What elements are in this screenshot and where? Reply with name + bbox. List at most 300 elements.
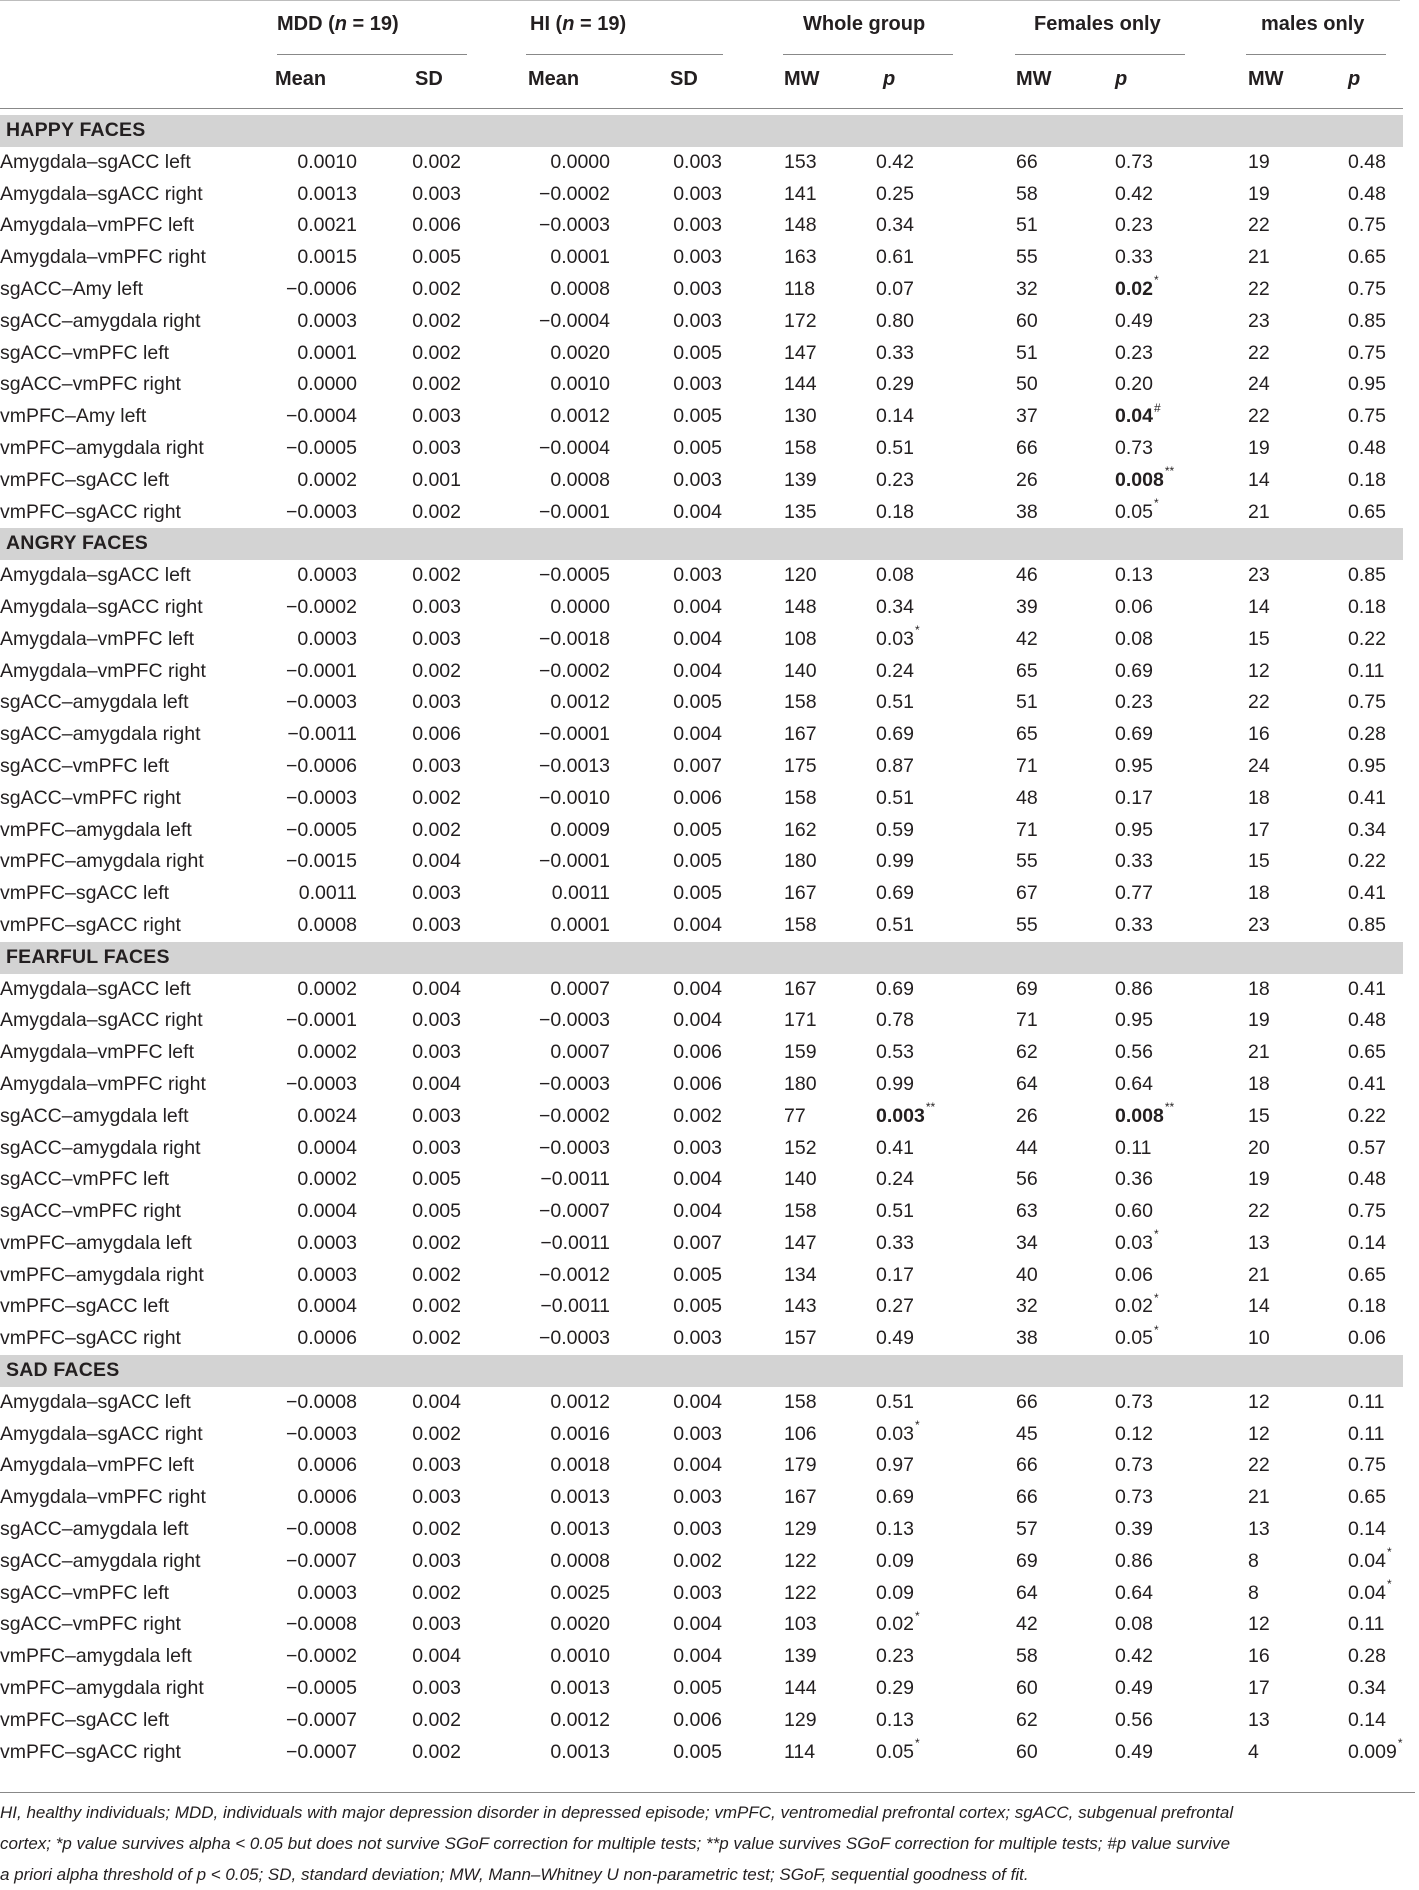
cell-mdd-sd: 0.002 xyxy=(412,564,461,587)
cell-females-mw: 71 xyxy=(1016,1009,1038,1032)
cell-females-p: 0.56 xyxy=(1115,1041,1153,1064)
cell-hi-sd: 0.004 xyxy=(673,1645,722,1668)
row-label: sgACC–vmPFC left xyxy=(0,1168,170,1191)
cell-hi-sd: 0.004 xyxy=(673,1390,722,1413)
table-header xyxy=(0,0,1400,109)
cell-whole-mw: 153 xyxy=(784,150,817,173)
cell-females-p: 0.13 xyxy=(1115,564,1153,587)
cell-hi-mean: 0.0012 xyxy=(550,405,610,428)
section-header xyxy=(0,1355,1403,1387)
cell-mdd-sd: 0.002 xyxy=(412,659,461,682)
cell-males-p: 0.14 xyxy=(1348,1231,1386,1254)
cell-males-p: 0.65 xyxy=(1348,1041,1386,1064)
row-label: Amygdala–sgACC right xyxy=(0,595,203,618)
whole-underline xyxy=(783,54,953,55)
cell-whole-mw: 139 xyxy=(784,1645,817,1668)
table-row xyxy=(0,1546,1400,1578)
section-header xyxy=(0,528,1403,560)
header-rule xyxy=(0,108,1403,109)
row-label: Amygdala–vmPFC left xyxy=(0,627,194,650)
cell-males-mw: 17 xyxy=(1248,1677,1270,1700)
cell-whole-p: 0.23 xyxy=(876,1645,914,1668)
header-whole-group: Whole group xyxy=(803,13,926,35)
cell-hi-sd: 0.003 xyxy=(673,1581,722,1604)
cell-males-p: 0.95 xyxy=(1348,373,1386,396)
cell-mdd-sd: 0.003 xyxy=(412,1136,461,1159)
table-row xyxy=(0,656,1400,688)
cell-hi-mean: 0.0013 xyxy=(550,1486,610,1509)
cell-males-mw: 21 xyxy=(1248,1263,1270,1286)
cell-mdd-mean: −0.0003 xyxy=(285,1422,357,1445)
cell-hi-mean: 0.0012 xyxy=(550,691,610,714)
cell-males-mw: 19 xyxy=(1248,436,1270,459)
table-row xyxy=(0,1133,1400,1165)
cell-hi-sd: 0.003 xyxy=(673,214,722,237)
cell-hi-sd: 0.005 xyxy=(673,1295,722,1318)
cell-hi-sd: 0.003 xyxy=(673,1518,722,1541)
cell-females-mw: 51 xyxy=(1016,691,1038,714)
cell-hi-sd: 0.003 xyxy=(673,150,722,173)
cell-males-p: 0.48 xyxy=(1348,436,1386,459)
cell-whole-p: 0.14 xyxy=(876,405,914,428)
cell-mdd-mean: −0.0008 xyxy=(285,1390,357,1413)
cell-whole-p: 0.003** xyxy=(876,1100,936,1127)
cell-hi-sd: 0.003 xyxy=(673,277,722,300)
cell-females-mw: 62 xyxy=(1016,1708,1038,1731)
cell-hi-mean: 0.0008 xyxy=(550,1549,610,1572)
cell-hi-sd: 0.004 xyxy=(673,977,722,1000)
row-label: Amygdala–vmPFC left xyxy=(0,1041,194,1064)
table-row xyxy=(0,465,1400,497)
cell-males-p: 0.28 xyxy=(1348,723,1386,746)
cell-mdd-mean: 0.0002 xyxy=(297,1041,357,1064)
cell-whole-mw: 148 xyxy=(784,595,817,618)
cell-hi-mean: −0.0003 xyxy=(538,214,610,237)
cell-hi-mean: −0.0005 xyxy=(538,564,610,587)
cell-males-mw: 16 xyxy=(1248,723,1270,746)
cell-males-p: 0.57 xyxy=(1348,1136,1386,1159)
cell-females-p: 0.73 xyxy=(1115,1454,1153,1477)
cell-hi-sd: 0.005 xyxy=(673,1263,722,1286)
cell-whole-mw: 180 xyxy=(784,850,817,873)
cell-hi-sd: 0.002 xyxy=(673,1549,722,1572)
cell-males-p: 0.14 xyxy=(1348,1708,1386,1731)
cell-males-mw: 16 xyxy=(1248,1645,1270,1668)
cell-whole-p: 0.08 xyxy=(876,564,914,587)
cell-whole-p: 0.09 xyxy=(876,1549,914,1572)
table-row xyxy=(0,1164,1400,1196)
header-males-mw: MW xyxy=(1248,68,1284,90)
cell-females-p: 0.23 xyxy=(1115,214,1153,237)
cell-females-p: 0.64 xyxy=(1115,1072,1153,1095)
cell-mdd-sd: 0.003 xyxy=(412,182,461,205)
table-row xyxy=(0,369,1400,401)
table-row xyxy=(0,1005,1400,1037)
table-row xyxy=(0,1450,1400,1482)
cell-males-p: 0.41 xyxy=(1348,977,1386,1000)
cell-whole-p: 0.69 xyxy=(876,977,914,1000)
cell-hi-sd: 0.003 xyxy=(673,468,722,491)
cell-whole-p: 0.34 xyxy=(876,214,914,237)
cell-whole-p: 0.02* xyxy=(876,1608,920,1636)
cell-males-mw: 15 xyxy=(1248,627,1270,650)
cell-males-p: 0.34 xyxy=(1348,1677,1386,1700)
header-hi-sd: SD xyxy=(670,68,698,90)
table-row xyxy=(0,624,1400,656)
cell-hi-mean: −0.0010 xyxy=(538,786,610,809)
cell-males-mw: 14 xyxy=(1248,595,1270,618)
cell-mdd-mean: −0.0002 xyxy=(285,1645,357,1668)
cell-hi-sd: 0.006 xyxy=(673,1708,722,1731)
cell-females-p: 0.20 xyxy=(1115,373,1153,396)
cell-males-p: 0.75 xyxy=(1348,691,1386,714)
cell-males-mw: 14 xyxy=(1248,468,1270,491)
cell-whole-p: 0.29 xyxy=(876,1677,914,1700)
cell-males-p: 0.11 xyxy=(1348,1613,1385,1636)
cell-males-mw: 22 xyxy=(1248,277,1270,300)
cell-males-p: 0.85 xyxy=(1348,309,1386,332)
cell-mdd-mean: 0.0015 xyxy=(297,246,357,269)
header-mdd-mean: Mean xyxy=(275,68,327,90)
table-row xyxy=(0,1514,1400,1546)
cell-hi-sd: 0.005 xyxy=(673,882,722,905)
table-row xyxy=(0,1037,1400,1069)
row-label: vmPFC–sgACC right xyxy=(0,1327,181,1350)
cell-females-mw: 42 xyxy=(1016,1613,1038,1636)
cell-mdd-sd: 0.006 xyxy=(412,723,461,746)
cell-males-mw: 19 xyxy=(1248,150,1270,173)
row-label: sgACC–vmPFC right xyxy=(0,1613,181,1636)
table-row xyxy=(0,687,1400,719)
cell-mdd-mean: −0.0005 xyxy=(285,436,357,459)
cell-females-mw: 26 xyxy=(1016,1104,1038,1127)
cell-whole-p: 0.03* xyxy=(876,1418,920,1445)
cell-mdd-sd: 0.003 xyxy=(412,1549,461,1572)
cell-males-p: 0.41 xyxy=(1348,882,1386,905)
row-label: sgACC–amygdala left xyxy=(0,691,189,714)
cell-whole-p: 0.41 xyxy=(876,1136,914,1159)
cell-whole-mw: 158 xyxy=(784,1390,817,1413)
cell-mdd-sd: 0.002 xyxy=(412,1422,461,1445)
cell-whole-p: 0.78 xyxy=(876,1009,914,1032)
row-label: vmPFC–amygdala left xyxy=(0,1645,192,1668)
cell-whole-p: 0.33 xyxy=(876,341,914,364)
cell-males-mw: 18 xyxy=(1248,1072,1270,1095)
cell-males-p: 0.75 xyxy=(1348,214,1386,237)
cell-whole-p: 0.07 xyxy=(876,277,914,300)
cell-mdd-sd: 0.005 xyxy=(412,1200,461,1223)
row-label: Amygdala–vmPFC left xyxy=(0,1454,194,1477)
header-whole-mw: MW xyxy=(784,68,820,90)
cell-males-mw: 4 xyxy=(1248,1740,1259,1763)
cell-males-mw: 23 xyxy=(1248,913,1270,936)
cell-females-mw: 40 xyxy=(1016,1263,1038,1286)
cell-mdd-sd: 0.004 xyxy=(412,977,461,1000)
cell-females-p: 0.17 xyxy=(1115,786,1153,809)
cell-hi-sd: 0.004 xyxy=(673,500,722,523)
cell-whole-mw: 141 xyxy=(784,182,817,205)
cell-males-p: 0.95 xyxy=(1348,754,1386,777)
cell-males-mw: 22 xyxy=(1248,691,1270,714)
cell-females-p: 0.73 xyxy=(1115,436,1153,459)
row-label: Amygdala–sgACC right xyxy=(0,182,203,205)
row-label: sgACC–amygdala left xyxy=(0,1518,189,1541)
cell-males-p: 0.48 xyxy=(1348,182,1386,205)
cell-females-p: 0.06 xyxy=(1115,1263,1153,1286)
cell-females-mw: 48 xyxy=(1016,786,1038,809)
cell-hi-mean: −0.0011 xyxy=(540,1231,610,1254)
row-label: Amygdala–sgACC left xyxy=(0,977,191,1000)
cell-hi-mean: −0.0003 xyxy=(538,1072,610,1095)
cell-mdd-mean: −0.0001 xyxy=(285,659,357,682)
cell-males-mw: 22 xyxy=(1248,1454,1270,1477)
cell-males-mw: 8 xyxy=(1248,1581,1259,1604)
cell-mdd-sd: 0.002 xyxy=(412,1518,461,1541)
cell-mdd-mean: −0.0015 xyxy=(285,850,357,873)
cell-mdd-sd: 0.001 xyxy=(412,468,461,491)
cell-mdd-mean: −0.0003 xyxy=(285,786,357,809)
section-title: HAPPY FACES xyxy=(6,119,146,141)
cell-females-mw: 66 xyxy=(1016,436,1038,459)
cell-whole-mw: 171 xyxy=(784,1009,817,1032)
cell-mdd-mean: 0.0000 xyxy=(297,373,357,396)
cell-whole-p: 0.27 xyxy=(876,1295,914,1318)
cell-mdd-mean: −0.0011 xyxy=(287,723,357,746)
cell-females-mw: 66 xyxy=(1016,1390,1038,1413)
row-label: Amygdala–vmPFC right xyxy=(0,659,206,682)
hi-underline xyxy=(526,54,723,55)
cell-whole-mw: 143 xyxy=(784,1295,817,1318)
cell-mdd-sd: 0.005 xyxy=(412,246,461,269)
header-mdd: MDD (n = 19) xyxy=(277,13,399,35)
cell-females-p: 0.33 xyxy=(1115,913,1153,936)
cell-hi-mean: 0.0008 xyxy=(550,468,610,491)
cell-hi-sd: 0.004 xyxy=(673,1168,722,1191)
cell-mdd-mean: 0.0011 xyxy=(298,882,357,905)
cell-males-p: 0.85 xyxy=(1348,913,1386,936)
cell-hi-mean: −0.0001 xyxy=(538,723,610,746)
cell-mdd-mean: 0.0004 xyxy=(297,1136,357,1159)
cell-males-mw: 18 xyxy=(1248,786,1270,809)
cell-females-mw: 71 xyxy=(1016,818,1038,841)
header-hi-mean: Mean xyxy=(528,68,580,90)
cell-females-p: 0.05* xyxy=(1115,1322,1159,1350)
cell-hi-sd: 0.006 xyxy=(673,1041,722,1064)
table-row xyxy=(0,401,1400,433)
table-row xyxy=(0,179,1400,211)
cell-hi-mean: 0.0020 xyxy=(550,341,610,364)
cell-whole-mw: 147 xyxy=(784,341,817,364)
cell-hi-sd: 0.003 xyxy=(673,309,722,332)
row-label: sgACC–amygdala right xyxy=(0,1136,201,1159)
cell-males-mw: 14 xyxy=(1248,1295,1270,1318)
header-hi: HI (n = 19) xyxy=(530,13,627,35)
cell-mdd-sd: 0.004 xyxy=(412,1390,461,1413)
cell-mdd-sd: 0.003 xyxy=(412,1486,461,1509)
cell-mdd-sd: 0.002 xyxy=(412,1581,461,1604)
cell-hi-sd: 0.003 xyxy=(673,373,722,396)
cell-whole-mw: 140 xyxy=(784,659,817,682)
table-row xyxy=(0,1323,1400,1355)
cell-hi-mean: 0.0007 xyxy=(550,977,610,1000)
cell-whole-mw: 152 xyxy=(784,1136,817,1159)
cell-females-mw: 58 xyxy=(1016,1645,1038,1668)
cell-males-mw: 22 xyxy=(1248,1200,1270,1223)
cell-mdd-mean: −0.0008 xyxy=(285,1613,357,1636)
cell-females-p: 0.73 xyxy=(1115,1486,1153,1509)
row-label: vmPFC–sgACC right xyxy=(0,913,181,936)
cell-males-mw: 19 xyxy=(1248,1009,1270,1032)
cell-hi-mean: 0.0010 xyxy=(550,1645,610,1668)
cell-males-p: 0.06 xyxy=(1348,1327,1386,1350)
cell-mdd-mean: 0.0003 xyxy=(297,1231,357,1254)
row-label: sgACC–Amy left xyxy=(0,277,144,300)
cell-males-p: 0.65 xyxy=(1348,500,1386,523)
cell-hi-sd: 0.003 xyxy=(673,182,722,205)
cell-mdd-mean: −0.0005 xyxy=(285,818,357,841)
cell-mdd-mean: 0.0004 xyxy=(297,1295,357,1318)
row-label: Amygdala–vmPFC right xyxy=(0,246,206,269)
cell-hi-sd: 0.003 xyxy=(673,246,722,269)
cell-whole-mw: 108 xyxy=(784,627,817,650)
cell-females-p: 0.60 xyxy=(1115,1200,1153,1223)
row-label: vmPFC–amygdala left xyxy=(0,1231,192,1254)
cell-whole-p: 0.99 xyxy=(876,1072,914,1095)
cell-hi-sd: 0.007 xyxy=(673,1231,722,1254)
row-label: vmPFC–amygdala right xyxy=(0,436,204,459)
cell-males-mw: 19 xyxy=(1248,1168,1270,1191)
cell-hi-mean: 0.0001 xyxy=(550,246,610,269)
cell-females-p: 0.42 xyxy=(1115,1645,1153,1668)
cell-whole-p: 0.13 xyxy=(876,1518,914,1541)
cell-mdd-sd: 0.002 xyxy=(412,1231,461,1254)
cell-females-p: 0.42 xyxy=(1115,182,1153,205)
cell-males-mw: 22 xyxy=(1248,405,1270,428)
cell-males-mw: 21 xyxy=(1248,500,1270,523)
cell-hi-mean: −0.0013 xyxy=(538,754,610,777)
cell-whole-p: 0.69 xyxy=(876,723,914,746)
cell-whole-mw: 167 xyxy=(784,1486,817,1509)
cell-females-mw: 66 xyxy=(1016,1486,1038,1509)
cell-mdd-mean: −0.0007 xyxy=(285,1549,357,1572)
row-label: vmPFC–Amy left xyxy=(0,405,147,428)
cell-males-p: 0.75 xyxy=(1348,1200,1386,1223)
table-row xyxy=(0,1641,1400,1673)
cell-males-p: 0.48 xyxy=(1348,1168,1386,1191)
cell-whole-mw: 158 xyxy=(784,436,817,459)
cell-whole-mw: 179 xyxy=(784,1454,817,1477)
table-body xyxy=(0,115,1403,1768)
cell-mdd-sd: 0.002 xyxy=(412,1327,461,1350)
table-row xyxy=(0,719,1400,751)
cell-hi-mean: 0.0001 xyxy=(550,913,610,936)
cell-males-p: 0.85 xyxy=(1348,564,1386,587)
cell-whole-p: 0.51 xyxy=(876,786,914,809)
cell-mdd-mean: −0.0007 xyxy=(285,1740,357,1763)
cell-hi-sd: 0.005 xyxy=(673,436,722,459)
cell-females-p: 0.33 xyxy=(1115,850,1153,873)
cell-males-p: 0.18 xyxy=(1348,468,1386,491)
cell-whole-mw: 148 xyxy=(784,214,817,237)
cell-males-p: 0.04* xyxy=(1348,1545,1392,1572)
row-label: sgACC–vmPFC right xyxy=(0,373,181,396)
cell-females-mw: 64 xyxy=(1016,1581,1038,1604)
table-row xyxy=(0,242,1400,274)
cell-whole-p: 0.99 xyxy=(876,850,914,873)
table-row xyxy=(0,1609,1400,1641)
cell-hi-mean: 0.0008 xyxy=(550,277,610,300)
cell-whole-mw: 122 xyxy=(784,1549,817,1572)
cell-mdd-sd: 0.003 xyxy=(412,405,461,428)
cell-males-p: 0.22 xyxy=(1348,627,1386,650)
row-label: sgACC–vmPFC left xyxy=(0,341,170,364)
cell-mdd-sd: 0.002 xyxy=(412,818,461,841)
row-label: Amygdala–vmPFC left xyxy=(0,214,194,237)
header-whole-p: p xyxy=(883,68,896,90)
row-label: Amygdala–sgACC left xyxy=(0,1390,191,1413)
table-row xyxy=(0,147,1400,179)
cell-males-mw: 12 xyxy=(1248,1613,1270,1636)
cell-females-p: 0.69 xyxy=(1115,723,1153,746)
row-label: vmPFC–amygdala left xyxy=(0,818,192,841)
table-row xyxy=(0,846,1400,878)
cell-mdd-sd: 0.003 xyxy=(412,754,461,777)
cell-females-p: 0.02* xyxy=(1115,1290,1159,1318)
cell-females-p: 0.11 xyxy=(1115,1136,1152,1159)
cell-males-mw: 23 xyxy=(1248,309,1270,332)
cell-females-mw: 55 xyxy=(1016,913,1038,936)
cell-hi-mean: −0.0004 xyxy=(538,436,610,459)
cell-males-mw: 23 xyxy=(1248,564,1270,587)
cell-hi-mean: 0.0016 xyxy=(550,1422,610,1445)
cell-females-mw: 71 xyxy=(1016,754,1038,777)
cell-mdd-mean: −0.0006 xyxy=(285,277,357,300)
table-row xyxy=(0,783,1400,815)
cell-males-mw: 22 xyxy=(1248,341,1270,364)
cell-females-mw: 39 xyxy=(1016,595,1038,618)
cell-mdd-sd: 0.002 xyxy=(412,1708,461,1731)
cell-males-p: 0.75 xyxy=(1348,1454,1386,1477)
cell-hi-mean: 0.0025 xyxy=(550,1581,610,1604)
cell-whole-mw: 167 xyxy=(784,882,817,905)
cell-mdd-mean: −0.0002 xyxy=(285,595,357,618)
row-label: vmPFC–sgACC left xyxy=(0,1295,170,1318)
cell-males-mw: 20 xyxy=(1248,1136,1270,1159)
row-label: vmPFC–sgACC left xyxy=(0,1708,170,1731)
cell-males-mw: 21 xyxy=(1248,1041,1270,1064)
cell-females-p: 0.64 xyxy=(1115,1581,1153,1604)
cell-males-mw: 12 xyxy=(1248,1390,1270,1413)
cell-mdd-sd: 0.003 xyxy=(412,1454,461,1477)
cell-females-mw: 57 xyxy=(1016,1518,1038,1541)
row-label: sgACC–amygdala right xyxy=(0,1549,201,1572)
footnote-line: HI, healthy individuals; MDD, individuals with major depression disorder in depressed episode; vmPFC, ventromedial prefrontal cortex; sgACC, subgenual prefrontal xyxy=(0,1803,1234,1822)
cell-mdd-mean: −0.0001 xyxy=(285,1009,357,1032)
row-label: Amygdala–vmPFC right xyxy=(0,1486,206,1509)
cell-hi-mean: 0.0013 xyxy=(550,1677,610,1700)
cell-whole-mw: 114 xyxy=(784,1740,816,1763)
cell-males-p: 0.18 xyxy=(1348,595,1386,618)
cell-hi-sd: 0.005 xyxy=(673,691,722,714)
cell-females-mw: 64 xyxy=(1016,1072,1038,1095)
row-label: vmPFC–amygdala right xyxy=(0,1677,204,1700)
cell-males-mw: 15 xyxy=(1248,1104,1270,1127)
cell-whole-p: 0.51 xyxy=(876,913,914,936)
cell-males-mw: 24 xyxy=(1248,373,1270,396)
cell-whole-mw: 180 xyxy=(784,1072,817,1095)
cell-mdd-mean: −0.0003 xyxy=(285,691,357,714)
cell-mdd-sd: 0.003 xyxy=(412,691,461,714)
